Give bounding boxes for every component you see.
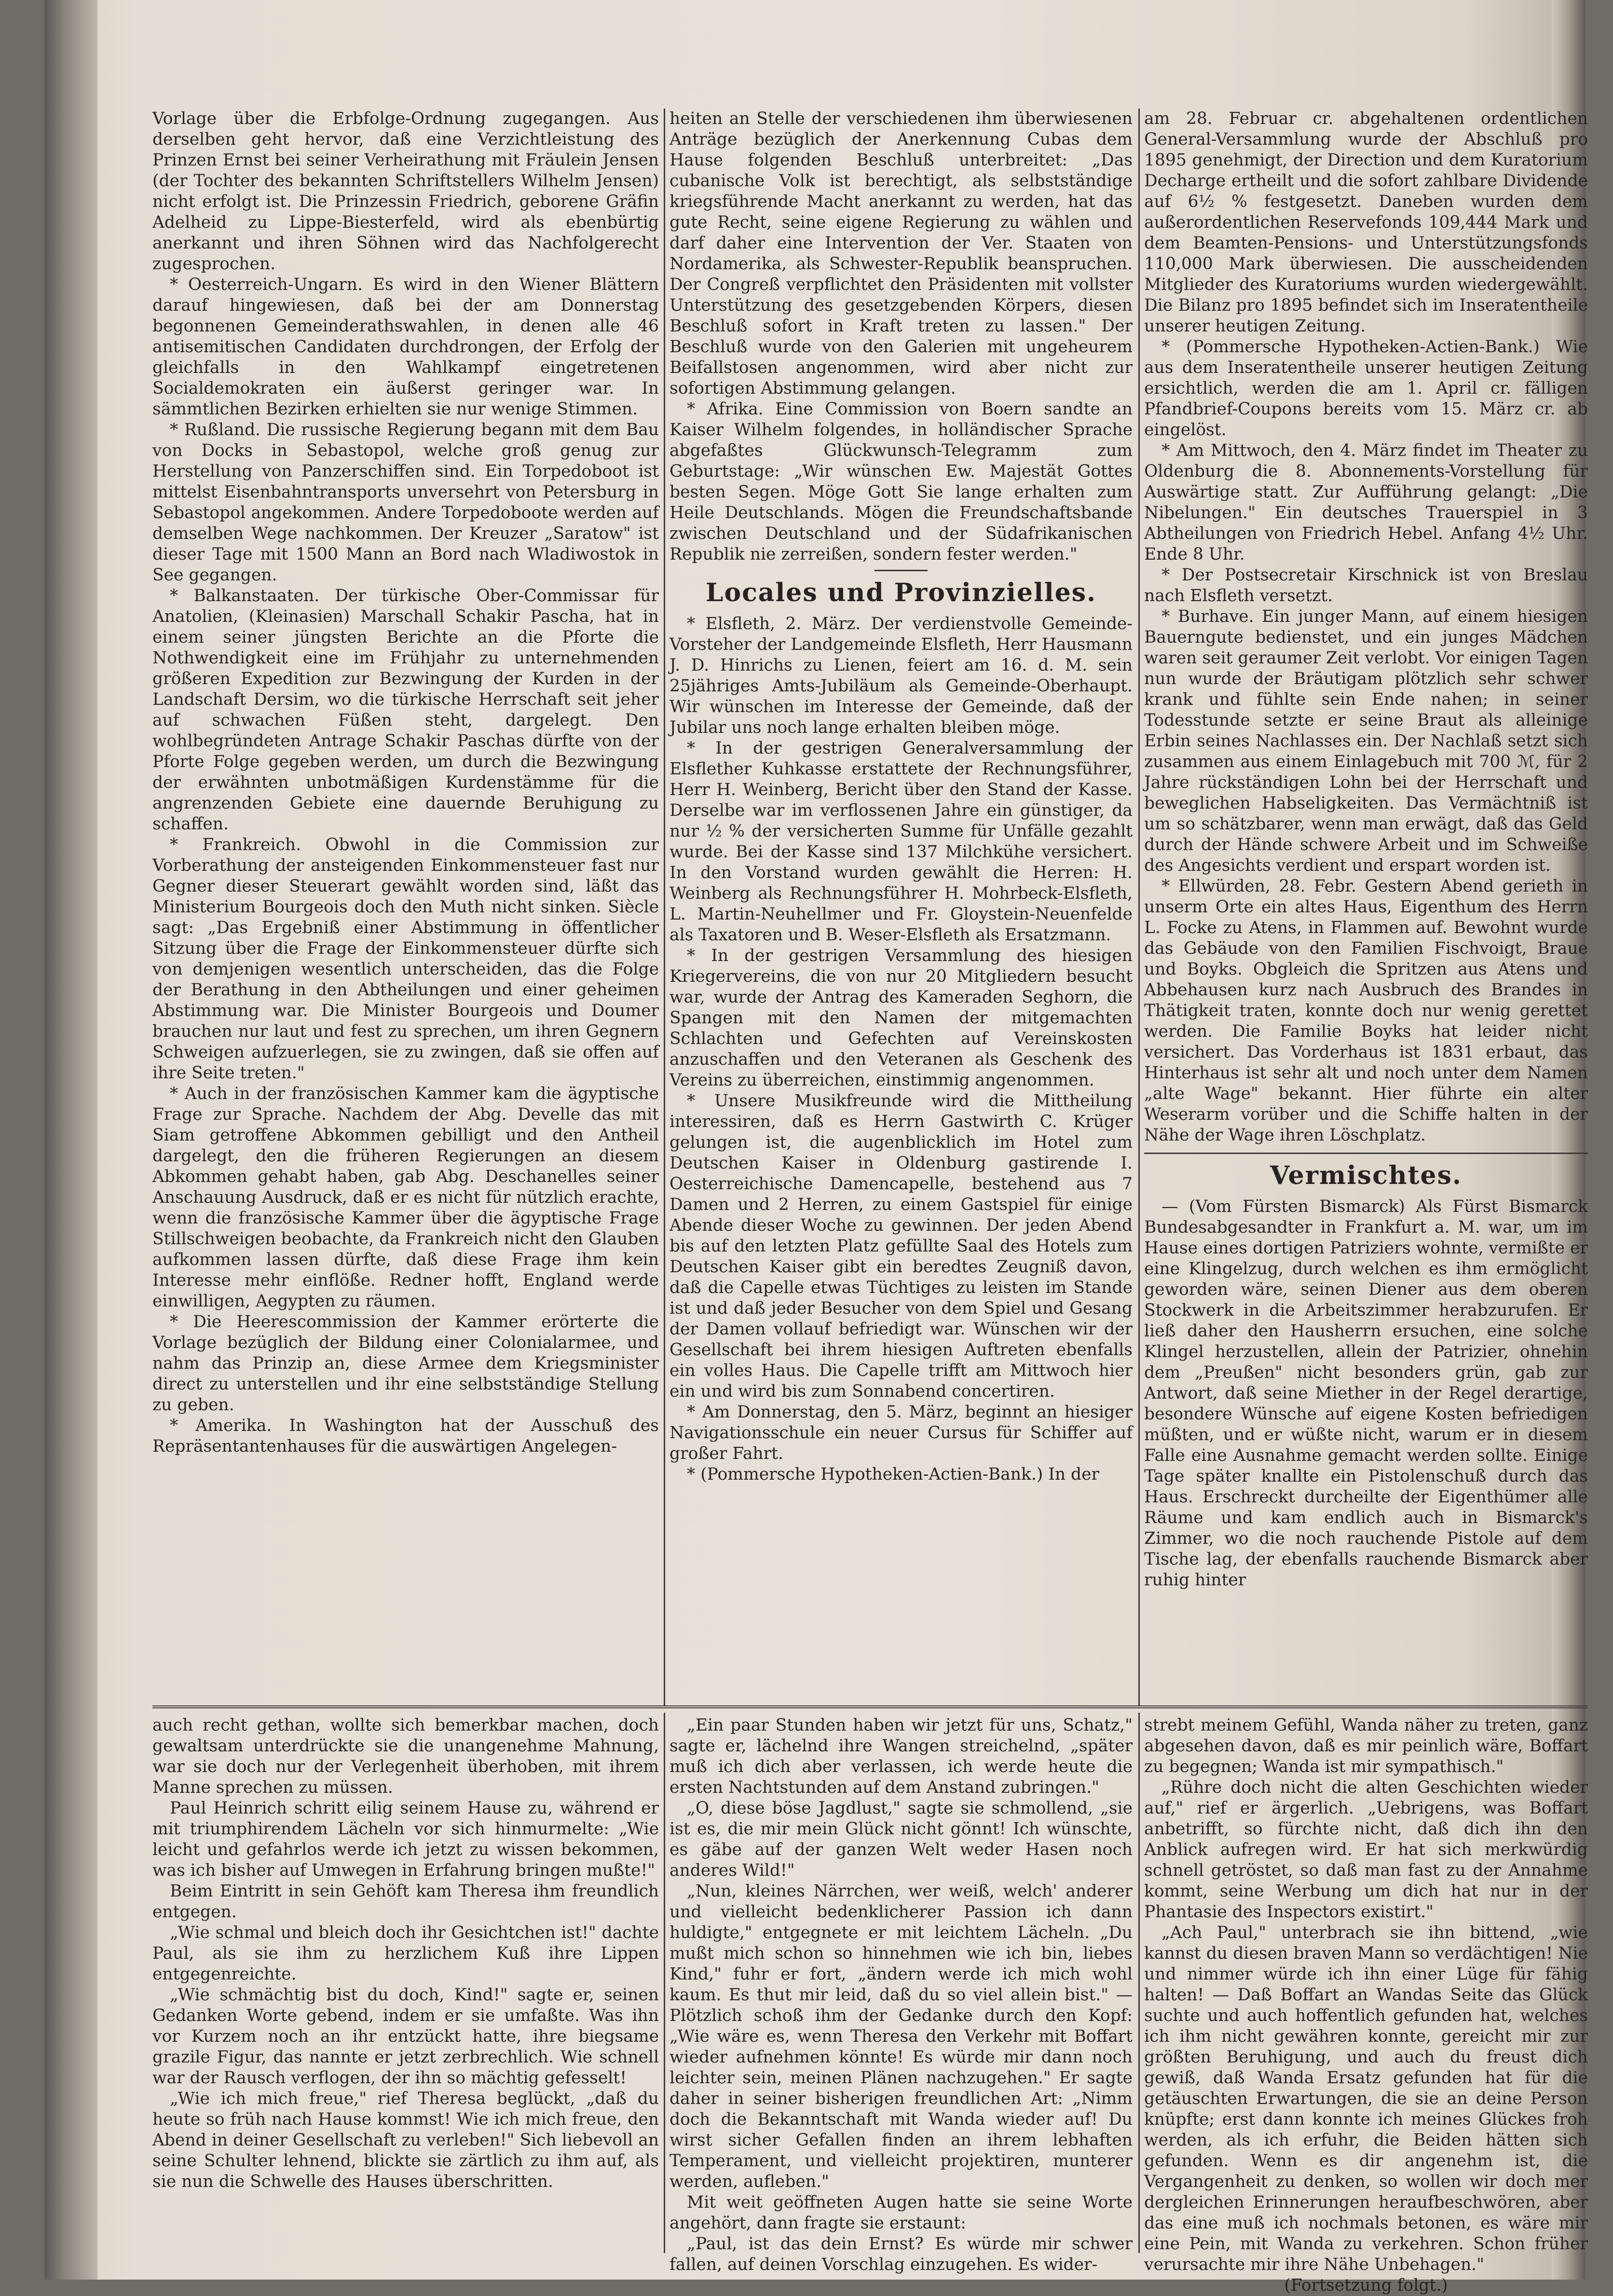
feuilleton-column-2 bbox=[670, 1715, 1133, 2274]
story-paragraph: „Ein paar Stunden haben wir jetzt für uns, Schatz," sagte er, lächelnd ihre Wangen streichelnd, „später muß ich dich aber verlassen, ich werde heute die ersten Nachtstunden auf dem Anstand zubringen." bbox=[670, 1716, 1133, 1797]
story-paragraph: „Ach Paul," unterbrach sie ihn bittend, „wie kannst du diesen braven Mann so verdächtigen! Nie und nimmer würde ich ihn einer Lüge für fähig halten! — Daß Boffart an Wandas Seite das Glück suchte und auch hoffentlich gefunden hat, welches ich ihm nicht gewähren konnte, gereicht mir zur größten Beruhigung, und auch du freust dich gewiß, daß Wanda Ersatz gefunden hat für die getäuschten Erwartungen, die sie an deine Person knüpfte; erst dann konnte ich meines Glückes froh werden, als ich erfuhr, die Beiden hätten sich gefunden. Wenn es dir angenehm ist, die Vergangenheit zu denken, so wollen wir doch mer dergleichen Erinnerungen heraufbeschwören, aber das eine muß ich nochmals betonen, es wäre mir eine Pein, mit Wanda zu verkehren. Schon früher verursachte mir ihre Nähe Unbehagen." bbox=[1144, 1923, 1588, 2274]
article-damencapelle: * Unsere Musikfreunde wird die Mittheilung interessiren, daß es Herrn Gastwirth C. Krüger gelungen ist, die augenblicklich im Hotel zum Deutschen Kaiser in Oldenburg gastirende I. Oesterreichische Damencapelle, bestehend aus 7 Damen und 2 Herren, zu einem Gastspiel für einige Abende dieser Woche zu gewinnen. Der jeden Abend bis auf den letzten Platz gefüllte Saal des Hotels zum Deutschen Kaiser gibt ein beredtes Zeugniß davon, daß die Capelle etwas Tüchtiges zu leisten im Stande ist und daß jeder Besucher von dem Spiel und Gesang der Damen vollauf befriedigt war. Wünschen wir der Gesellschaft bei ihrem hiesigen Auftreten ebenfalls ein volles Haus. Die Capelle trifft am Mittwoch hier ein und wird bis zum Sonnabend concertiren. bbox=[670, 1091, 1133, 1401]
page-binding-edge bbox=[44, 0, 97, 2280]
story-paragraph: Beim Eintritt in sein Gehöft kam Theresa ihm freundlich entgegen. bbox=[152, 1882, 659, 1922]
article-navigationsschule: * Am Donnerstag, den 5. März, beginnt an hiesiger Navigationsschule ein neuer Cursus für Schiffer auf großer Fahrt. bbox=[670, 1402, 1133, 1463]
story-paragraph: „Rühre doch nicht die alten Geschichten wieder auf," rief er ärgerlich. „Uebrigens, was Boffart anbetrifft, so fürchte nicht, daß dich ihn den Anblick aufregen wird. Er hat sich merkwürdig schnell getröstet, so daß man fast zu der Annahme kommt, seine Werbung um dich hat nur in der Phantasie des Inspectors existirt." bbox=[1144, 1778, 1588, 1922]
article-postsecretair: * Der Postsecretair Kirschnick ist von Breslau nach Elsfleth versetzt. bbox=[1144, 565, 1588, 605]
article-bismarck: — (Vom Fürsten Bismarck) Als Fürst Bismarck Bundesabgesandter in Frankfurt a. M. war, um im Hause eines dortigen Patriziers wohnte, vermißte er eine Klingelzug, durch welchen es ihm ermöglicht geworden wäre, seinen Diener aus dem oberen Stockwerk in die Arbeitszimmer herabzurufen. Er ließ daher den Hausherrn ersuchen, eine solche Klingel herzustellen, allein der Patrizier, ohnehin dem „Preußen" nicht besonders grün, gab zur Antwort, daß seine Miether in der Regel derartige, besondere Wünsche auf eigene Kosten befriedigen müßten, und er wüßte nicht, warum er in diesem Falle eine Ausnahme gemacht werden sollte. Einige Tage später knallte ein Pistolenschuß durch das Haus. Erschreckt durcheilte der Eigenthümer alle Räume und kam endlich auch in Bismarck's Zimmer, wo die noch rauchende Pistole auf dem Tische lag, der ebenfalls rauchende Bismarck aber ruhig hinter bbox=[1144, 1197, 1588, 1590]
article-heerescommission: * Die Heerescommission der Kammer erörterte die Vorlage bezüglich der Bildung einer Colonialarmee, und nahm das Prinzip an, diese Armee dem Kriegsminister direct zu unterstellen und ihr eine selbstständige Stellung zu geben. bbox=[152, 1312, 659, 1415]
article-hypothekenbank: * (Pommersche Hypotheken-Actien-Bank.) In der bbox=[687, 1465, 1100, 1484]
section-heading-vermischtes: Vermischtes. bbox=[1270, 1161, 1463, 1190]
section-heading-locales: Locales und Provinzielles. bbox=[705, 578, 1097, 607]
article-burhave: * Burhave. Ein junger Mann, auf einem hiesigen Bauerngute bedienstet, und ein junges Mädchen waren seit geraumer Zeit verlobt. Vor einigen Tagen nun wurde der Bräutigam plötzlich sehr schwer krank und fühlte sein Ende nahen; in seiner Todesstunde setzte er seine Braut als alleinige Erbin seines Nachlasses ein. Der Nachlaß setzt sich zusammen aus einem Einlagebuch mit 700 ℳ, für 2 Jahre rückständigen Lohn bei der Herrschaft und beweglichen Habseligkeiten. Das Vermächtniß ist um so schätzbarer, wenn man erwägt, daß das Geld durch der Hände schwere Arbeit und im Schweiße des Angesichts verdient und erspart worden ist. bbox=[1144, 607, 1588, 875]
article-theater: * Am Mittwoch, den 4. März findet im Theater zu Oldenburg die 8. Abonnements-Vorstellung für Auswärtige statt. Zur Aufführung gelangt: „Die Nibelungen." Ein deutsches Trauerspiel in 3 Abtheilungen von Friedrich Hebel. Anfang 4½ Uhr. Ende 8 Uhr. bbox=[1144, 441, 1588, 564]
article-balkanstaaten: * Balkanstaaten. Der türkische Ober-Commissar für Anatolien, (Kleinasien) Marschall Schakir Pascha, hat in einem seiner jüngsten Berichte an die Pforte die Nothwendigkeit eine im Frühjahr zu unternehmenden größeren Expedition zur Bezwingung der Kurden in der Landschaft Dersim, wo die türkische Herrschaft seit jeher auf schwachen Füßen steht, dargelegt. Den wohlbegründeten Antrage Schakir Paschas dürfte von der Pforte Folge gegeben werden, um durch die Bezwingung der erwähnten unbotmäßigen Kurdenstämme für die angrenzenden Gebiete eine dauernde Beruhigung zu schaffen. bbox=[152, 586, 659, 834]
article-kriegerverein: * In der gestrigen Versammlung des hiesigen Kriegervereins, die von nur 20 Mitgliedern besucht war, wurde der Antrag des Kameraden Seghorn, die Spangen mit den Namen der mitgemachten Schlachten und Gefechten auf Vereinskosten anzuschaffen und den Veteranen als Geschenk des Vereins zu überreichen, einstimmig angenommen. bbox=[670, 946, 1133, 1090]
section-rule-vermischtes bbox=[1144, 1153, 1588, 1154]
story-paragraph: „O, diese böse Jagdlust," sagte sie schmollend, „sie ist es, die mir mein Glück nicht gönnt! Ich wünschte, es gäbe auf der ganzen Welt weder Hasen noch anderes Wild!" bbox=[670, 1799, 1133, 1880]
feuilleton-column-3 bbox=[1144, 1715, 1588, 2295]
article-ellwuerden: * Ellwürden, 28. Febr. Gestern Abend gerieth in unserm Orte ein altes Haus, Eigenthum des Herrn L. Focke zu Atens, in Flammen auf. Bewohnt wurde das Gebäude von den Familien Fischvoigt, Braue und Boyks. Obgleich die Spritzen aus Atens und Abbehausen kurz nach Ausbruch des Brandes in Thätigkeit traten, konnte doch nur wenig gerettet werden. Die Familie Boyks hat leider nicht versichert. Das Vorderhaus ist 1831 erbaut, das Hinterhaus ist sehr alt und noch unter dem Namen „alte Wage" bekannt. Hier führte ein alter Weserarm vorüber und die Schiffe halten in der Nähe der Wage ihren Löschplatz. bbox=[1144, 877, 1588, 1145]
feuilleton-column-1 bbox=[152, 1715, 659, 2255]
story-paragraph: Paul Heinrich schritt eilig seinem Hause zu, während er mit triumphirendem Lächeln vor sich hinmurmelte: „Wie leicht und gefahrlos werde ich jetzt zu wissen bekommen, was ich bisher auf Umwegen in Erfahrung bringen mußte!" bbox=[152, 1799, 659, 1880]
section-rule bbox=[875, 570, 928, 571]
article-oesterreich: * Oesterreich-Ungarn. Es wird in den Wiener Blättern darauf hingewiesen, daß bei der am Donnerstag begonnenen Gemeinderathswahlen, in denen alle 46 antisemitischen Candidaten durchdrongen, der Erfolg der gleichfalls in den Wahlkampf eingetretenen Socialdemokraten ein äußerst geringer war. In sämmtlichen Bezirken erhielten sie nur wenige Stimmen. bbox=[152, 275, 659, 419]
story-paragraph: Mit weit geöffneten Augen hatte sie seine Worte angehört, dann fragte sie erstaunt: bbox=[670, 2193, 1133, 2233]
column-1 bbox=[152, 109, 659, 1701]
story-paragraph: „Nun, kleines Närrchen, wer weiß, welch' anderer und vielleicht bedenklicherer Passion ich dann huldigte," entgegnete er mit leichtem Lächeln. „Du mußt mich schon so hinnehmen wie ich bin, liebes Kind," fuhr er fort, „ändern werde ich mich wohl kaum. Es thut mir leid, daß du so viel allein bist." — Plötzlich schoß ihm der Gedanke durch den Kopf: „Wie wäre es, wenn Theresa den Verkehr mit Boffart wieder aufnehmen könnte! Es würde mir dann noch leichter sein, meinen Plänen nachzugehen." Er sagte daher in seiner bisherigen freundlichen Art: „Nimm doch die Bekanntschaft mit Wanda wieder auf! Du wirst sicher Gefallen finden an ihrem lebhaften Temperament, und vielleicht projektiren, munterer werden, aufleben." bbox=[670, 1882, 1133, 2191]
story-paragraph: „Wie schmächtig bist du doch, Kind!" sagte er, seinen Gedanken Worte gebend, indem er sie umfaßte. Was ihn vor Kurzem noch an ihr entzückt hatte, ihre biegsame grazile Figur, das nannte er jetzt zerbrechlich. Wie schnell war der Rausch verflogen, der ihn so mächtig gefesselt! bbox=[152, 1985, 659, 2088]
article-frankreich: * Frankreich. Obwohl in die Commission zur Vorberathung der ansteigenden Einkommensteuer fast nur Gegner dieser Steuerart gewählt worden sind, läßt das Ministerium Bourgeois doch den Muth nicht sinken. Siècle sagt: „Das Ergebniß einer Abstimmung in öffentlicher Sitzung über die Frage der Einkommensteuer dürfte sich von demjenigen wesentlich unterscheiden, das die Folge der Berathung in den Abtheilungen und einer geheimen Abstimmung war. Die Minister Bourgeois und Doumer brauchen nur laut und fest zu sprechen, um ihren Gegnern Schweigen aufzuerlegen, sie zu zwingen, daß sie offen auf ihre Seite treten." bbox=[152, 835, 659, 1083]
feuilleton-separator bbox=[152, 1705, 1587, 1708]
column-rule-5 bbox=[1138, 1713, 1140, 2253]
article-amerika: * Amerika. In Washington hat der Ausschuß des Repräsentantenhauses für die auswärtigen Angelegen- bbox=[152, 1416, 659, 1456]
story-paragraph: auch recht gethan, wollte sich bemerkbar machen, doch gewaltsam unterdrückte sie die unangenehme Mahnung, war sie doch nur der Verlegenheit überhoben, mit ihrem Manne sprechen zu müssen. bbox=[152, 1716, 659, 1797]
column-2 bbox=[670, 109, 1133, 1701]
article-generalversammlung: am 28. Februar cr. abgehaltenen ordentlichen General-Versammlung wurde der Abschluß pro 1895 genehmigt, der Direction und dem Kuratorium Decharge ertheilt und die sofort zahlbare Dividende auf 6½ % festgesetzt. Daneben wurden dem außerordentlichen Reservefonds 109,444 Mark und dem Beamten-Pensions- und Unterstützungsfonds 110,000 Mark überwiesen. Die ausscheidenden Mitglieder des Kuratoriums wurden wiedergewählt. Die Bilanz pro 1895 befindet sich im Inseratentheile unserer heutigen Zeitung. bbox=[1144, 109, 1588, 336]
article-kuhkasse: * In der gestrigen Generalversammlung der Elsflether Kuhkasse erstattete der Rechnungsführer, Herr H. Weinberg, Bericht über den Stand der Kasse. Derselbe war im verflossenen Jahre ein günstiger, da nur ½ % der versicherten Summe für Unfälle gezahlt wurde. Bei der Kasse sind 137 Milchkühe versichert. In den Vorstand wurden gewählt die Herren: H. Weinberg als Rechnungsführer H. Mohrbeck-Elsfleth, L. Martin-Neuhellmer und Fr. Gloystein-Neuenfelde als Taxatoren und B. Weser-Elsfleth als Ersatzmann. bbox=[670, 739, 1133, 945]
column-rule-2 bbox=[1138, 109, 1140, 1705]
story-paragraph: „Paul, ist das dein Ernst? Es würde mir schwer fallen, auf deinen Vorschlag einzugehen. Es wider- bbox=[670, 2234, 1133, 2274]
column-3 bbox=[1144, 109, 1588, 1701]
story-continuation-note: (Fortsetzung folgt.) bbox=[1284, 2276, 1448, 2295]
story-paragraph: strebt meinem Gefühl, Wanda näher zu treten, ganz abgesehen davon, daß es mir peinlich wäre, Boffart zu begegnen; Wanda ist mir sympathisch." bbox=[1144, 1716, 1588, 1776]
article-aegypten: * Auch in der französischen Kammer kam die ägyptische Frage zur Sprache. Nachdem der Abg. Develle das mit Siam getroffene Abkommen gebilligt und den Antheil dargelegt, den die früheren Regierungen an diesem Abkommen gehabt haben, gab Abg. Deschanelles seiner Anschauung Ausdruck, daß er es nicht für nützlich erachte, wenn die französische Kammer über die ägyptische Frage Stillschweigen beobachte, da Frankreich nicht den Glauben aufkommen lassen dürfte, daß diese Frage ihm kein Interesse mehr einflöße. Redner hofft, England werde einwilligen, Aegypten zu räumen. bbox=[152, 1084, 659, 1311]
article-elsfleth: * Elsfleth, 2. März. Der verdienstvolle Gemeinde-Vorsteher der Landgemeinde Elsfleth, Herr Hausmann J. D. Hinrichs zu Lienen, feiert am 16. d. M. sein 25jähriges Amts-Jubiläum als Gemeinde-Oberhaupt. Wir wünschen im Interesse der Gemeinde, daß der Jubilar uns noch lange erhalten bleiben möge. bbox=[670, 614, 1133, 737]
article-cuba: heiten an Stelle der verschiedenen ihm überwiesenen Anträge bezüglich der Anerkennung Cubas dem Hause folgenden Beschluß unterbreitet: „Das cubanische Volk ist berechtigt, als selbstständige kriegsführende Macht anerkannt zu werden, hat das gute Recht, seine eigene Regierung zu wählen und darf daher eine Intervention der Ver. Staaten von Nordamerika, als Schwester-Republik beanspruchen. Der Congreß verpflichtet den Präsidenten mit vollster Unterstützung des gesetzgebenden Körpers, diesen Beschluß sofort in Kraft treten zu lassen." Der Beschluß wurde von den Galerien mit ungeheurem Beifallstosen angenommen, wird aber nicht zur sofortigen Abstimmung gelangen. bbox=[670, 109, 1133, 398]
article-pfandbrief: * (Pommersche Hypotheken-Actien-Bank.) Wie aus dem Inseratentheile unserer heutigen Zeitung ersichtlich, werden die am 1. April cr. fälligen Pfandbrief-Coupons bereits vom 15. März cr. ab eingelöst. bbox=[1144, 337, 1588, 440]
article-afrika: * Afrika. Eine Commission von Boern sandte an Kaiser Wilhelm folgendes, in holländischer Sprache abgefaßtes Glückwunsch-Telegramm zum Geburtstage: „Wir wünschen Ew. Majestät Gottes besten Segen. Möge Gott Sie lange erhalten zum Heile Deutschlands. Mögen die Freundschaftsbande zwischen Deutschland und der Südafrikanischen Republik nie zerreißen, sondern fester werden." bbox=[670, 399, 1133, 564]
article-erbfolge: Vorlage über die Erbfolge-Ordnung zugegangen. Aus derselben geht hervor, daß eine Verzichtleistung des Prinzen Ernst bei seiner Verheirathung mit Fräulein Jensen (der Tochter des bekannten Schriftstellers Wilhelm Jensen) nicht erfolgt ist. Die Prinzessin Friedrich, geborene Gräfin Adelheid zu Lippe-Biesterfeld, wird als ebenbürtig anerkannt und ihren Söhnen wird das Nachfolgerecht zugesprochen. bbox=[152, 109, 659, 274]
story-paragraph: „Wie ich mich freue," rief Theresa beglückt, „daß du heute so früh nach Hause kommst! Wie ich mich freue, den Abend in deiner Gesellschaft zu verleben!" Sich liebevoll an seine Schulter lehnend, blickte sie zärtlich zu ihm auf, als sie nun die Schwelle des Hauses überschritten. bbox=[152, 2089, 659, 2191]
article-russland: * Rußland. Die russische Regierung begann mit dem Bau von Docks in Sebastopol, welche groß genug zur Herstellung von Panzerschiffen sind. Ein Torpedoboot ist mittelst Eisenbahntransports unversehrt von Petersburg in Sebastopol angekommen. Andere Torpedoboote werden auf demselben Wege nachkommen. Der Kreuzer „Saratow" ist dieser Tage mit 1500 Mann an Bord nach Wladiwostok in See gegangen. bbox=[152, 420, 659, 585]
column-rule-4 bbox=[664, 1713, 665, 2253]
story-paragraph: „Wie schmal und bleich doch ihr Gesichtchen ist!" dachte Paul, als sie ihm zu herzlichem Kuß ihre Lippen entgegenreichte. bbox=[152, 1923, 659, 1984]
column-rule-1 bbox=[664, 109, 665, 1705]
